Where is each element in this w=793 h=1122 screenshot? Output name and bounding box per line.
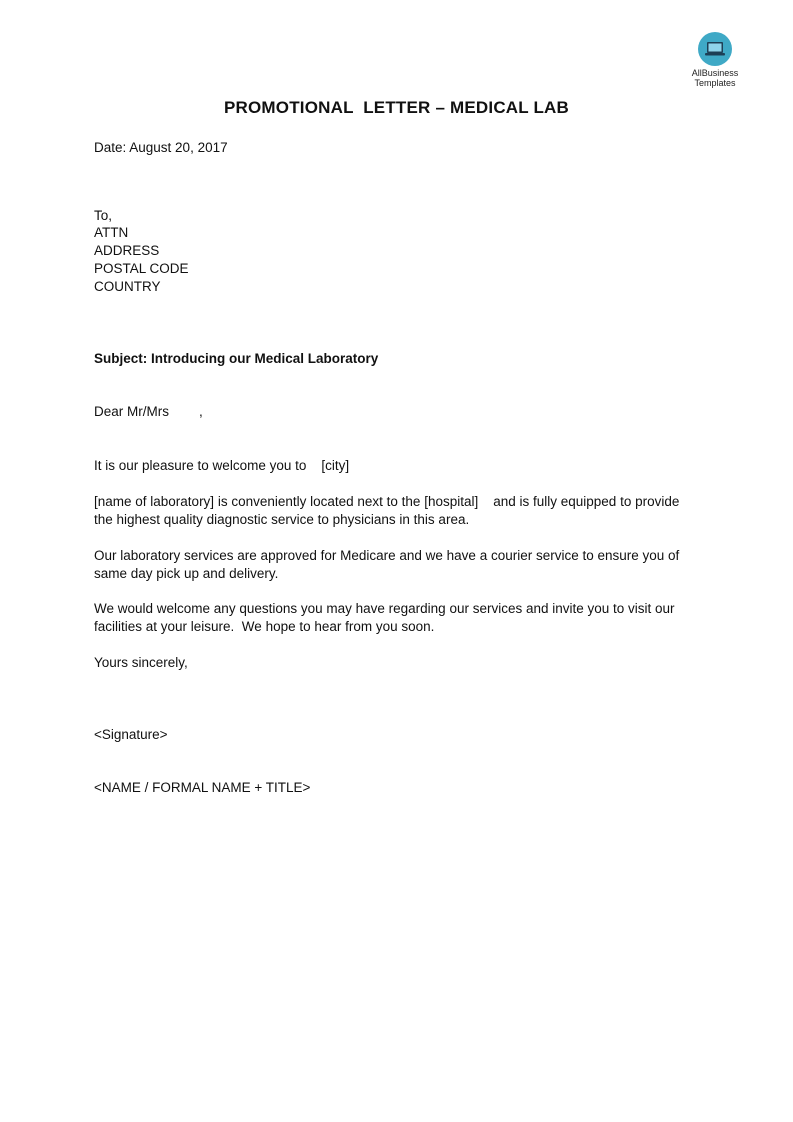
name-title-placeholder: <NAME / FORMAL NAME + TITLE> xyxy=(94,780,311,795)
paragraph-line: [name of laboratory] is conveniently located next to the [hospital] and is fully equipped to provide xyxy=(94,494,680,509)
paragraph-line: It is our pleasure to welcome you to [city] xyxy=(94,458,350,473)
logo-text-line1: AllBusiness xyxy=(691,68,739,78)
paragraph-line: same day pick up and delivery. xyxy=(94,566,279,581)
body-paragraph-1 xyxy=(94,457,704,475)
paragraph-line: the highest quality diagnostic service to physicians in this area. xyxy=(94,512,470,527)
company-logo xyxy=(684,32,746,88)
address-attn: ATTN xyxy=(94,225,129,240)
logo-text xyxy=(684,68,746,88)
logo-text-line2: Templates xyxy=(694,78,736,88)
paragraph-line: Our laboratory services are approved for Medicare and we have a courier service to ensure you of xyxy=(94,548,680,563)
address-country: COUNTRY xyxy=(94,279,161,294)
logo-badge xyxy=(698,32,732,66)
letter-closing: Yours sincerely, xyxy=(94,655,188,670)
address-address: ADDRESS xyxy=(94,243,160,258)
body-paragraph-2 xyxy=(94,493,704,529)
paragraph-line: facilities at your leisure. We hope to hear from you soon. xyxy=(94,619,435,634)
letter-date: Date: August 20, 2017 xyxy=(94,140,228,155)
address-to: To, xyxy=(94,208,113,223)
address-postal-code: POSTAL CODE xyxy=(94,261,189,276)
letter-subject: Subject: Introducing our Medical Laboratory xyxy=(94,351,379,366)
signature-placeholder: <Signature> xyxy=(94,727,168,742)
letter-salutation: Dear Mr/Mrs , xyxy=(94,404,203,419)
body-paragraph-3 xyxy=(94,547,704,583)
body-paragraph-4 xyxy=(94,600,704,636)
letter-title: PROMOTIONAL LETTER – MEDICAL LAB xyxy=(223,98,570,117)
laptop-icon xyxy=(698,32,732,66)
paragraph-line: We would welcome any questions you may have regarding our services and invite you to visit our xyxy=(94,601,675,616)
